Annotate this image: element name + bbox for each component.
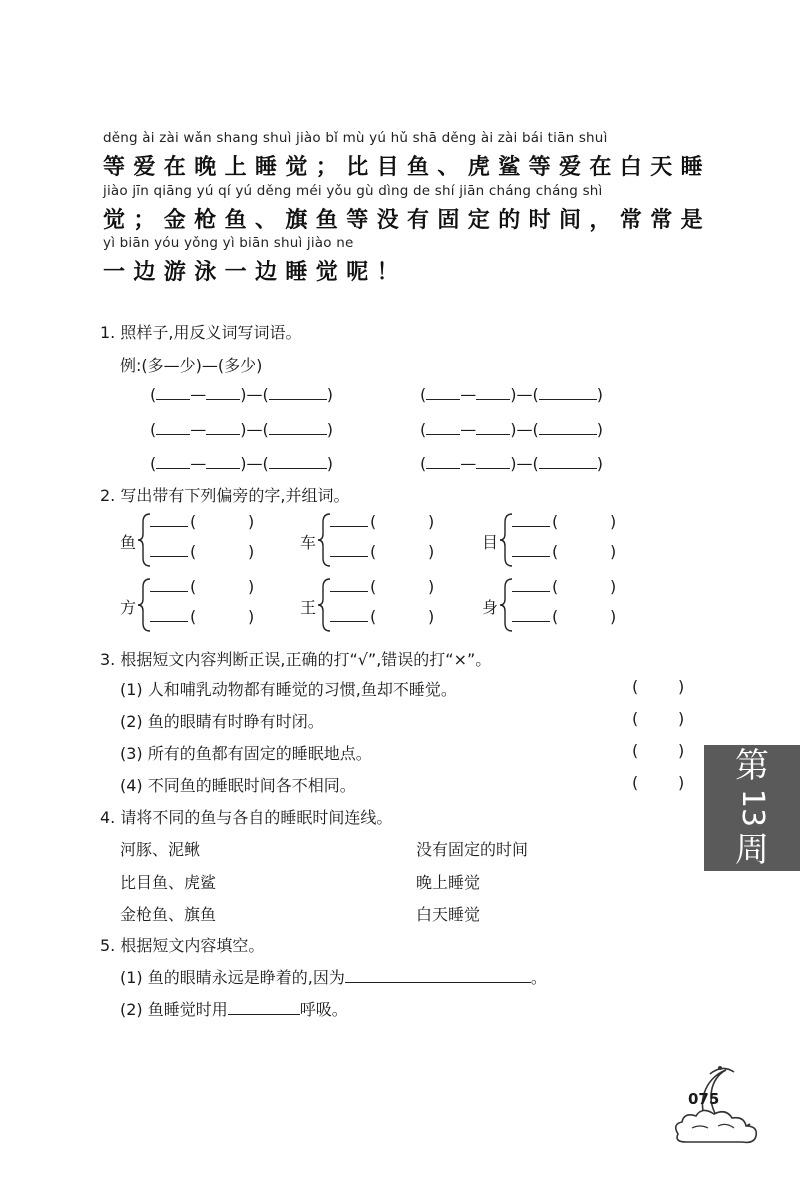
antonym-blank-a[interactable]	[426, 452, 460, 469]
radical-char: 方	[120, 598, 137, 617]
q4-right-1[interactable]: 没有固定的时间	[416, 840, 529, 859]
close-paren: )	[326, 454, 333, 473]
close-paren: )	[326, 385, 333, 404]
radical-char: 王	[300, 598, 317, 617]
dash: —	[246, 454, 263, 473]
brace-icon	[317, 577, 331, 633]
q3-item-3: (3) 所有的鱼都有固定的睡眠地点。	[120, 744, 372, 763]
antonym-blank-b[interactable]	[206, 383, 240, 400]
dash: —	[460, 385, 477, 404]
judge-close-paren-1[interactable]: )	[678, 677, 685, 696]
dash: —	[190, 420, 207, 439]
q4-right-2[interactable]: 晚上睡觉	[416, 873, 481, 892]
brace-icon	[137, 577, 151, 633]
antonym-blank-a[interactable]	[426, 418, 460, 435]
close-paren: )	[610, 542, 617, 561]
radical-group-1	[120, 512, 280, 572]
q3-item-1: (1) 人和哺乳动物都有睡觉的习惯,鱼却不睡觉。	[120, 680, 457, 699]
pinyin-line-3: yì biān yóu yǒng yì biān shuì jiào ne	[103, 235, 354, 251]
radical-char: 目	[482, 533, 499, 552]
close-paren: )	[248, 607, 255, 626]
close-paren: )	[428, 607, 435, 626]
antonym-row-1	[150, 383, 333, 404]
dash: —	[516, 385, 533, 404]
brace-icon	[499, 577, 513, 633]
close-paren: )	[596, 454, 603, 473]
q5-item-2	[120, 997, 348, 1020]
close-paren: )	[510, 454, 517, 473]
q5-title: 5. 根据短文内容填空。	[100, 936, 265, 955]
q1-title: 1. 照样子,用反义词写词语。	[100, 323, 302, 342]
radical-group-6	[482, 577, 642, 637]
judge-close-paren-4[interactable]: )	[678, 773, 685, 792]
char-blank-2[interactable]	[150, 621, 188, 622]
open-paren: (	[150, 420, 157, 439]
open-paren: (	[370, 512, 377, 531]
open-paren: (	[150, 385, 157, 404]
close-paren: )	[428, 512, 435, 531]
antonym-blank-word[interactable]	[269, 452, 327, 469]
close-paren: )	[240, 454, 247, 473]
open-paren: (	[190, 542, 197, 561]
open-paren: (	[190, 607, 197, 626]
open-paren: (	[190, 512, 197, 531]
hanzi-line-3: 一边游泳一边睡觉呢！	[103, 259, 408, 285]
char-blank-1[interactable]	[150, 526, 188, 527]
close-paren: )	[248, 577, 255, 596]
radical-group-5	[300, 577, 460, 637]
close-paren: )	[326, 420, 333, 439]
judge-open-paren-3[interactable]: (	[632, 741, 639, 760]
week-tab-number: 13	[735, 788, 770, 828]
char-blank-2[interactable]	[512, 621, 550, 622]
dash: —	[190, 454, 207, 473]
antonym-row-2	[420, 383, 603, 404]
dash: —	[460, 454, 477, 473]
open-paren: (	[262, 420, 269, 439]
antonym-blank-word[interactable]	[539, 418, 597, 435]
open-paren: (	[532, 385, 539, 404]
open-paren: (	[552, 607, 559, 626]
antonym-row-4	[420, 418, 603, 439]
char-blank-1[interactable]	[512, 591, 550, 592]
open-paren: (	[532, 420, 539, 439]
close-paren: )	[240, 420, 247, 439]
judge-close-paren-3[interactable]: )	[678, 741, 685, 760]
open-paren: (	[262, 385, 269, 404]
close-paren: )	[428, 542, 435, 561]
q3-item-2: (2) 鱼的眼睛有时睁有时闭。	[120, 712, 324, 731]
close-paren: )	[428, 577, 435, 596]
open-paren: (	[262, 454, 269, 473]
antonym-blank-word[interactable]	[269, 418, 327, 435]
q5-item-1-text: (1) 鱼的眼睛永远是睁着的,因为	[120, 968, 345, 987]
open-paren: (	[370, 577, 377, 596]
antonym-row-5	[150, 452, 333, 473]
pinyin-line-1: děng ài zài wǎn shang shuì jiào bǐ mù yú hǔ shā děng ài zài bái tiān shuì	[103, 130, 608, 146]
q4-right-3[interactable]: 白天睡觉	[416, 905, 481, 924]
open-paren: (	[420, 454, 427, 473]
radical-group-3	[482, 512, 642, 572]
open-paren: (	[370, 542, 377, 561]
week-tab-bottom: 周	[735, 830, 769, 870]
open-paren: (	[552, 577, 559, 596]
antonym-blank-b[interactable]	[476, 452, 510, 469]
char-blank-1[interactable]	[512, 526, 550, 527]
hanzi-line-1: 等爱在晚上睡觉；比目鱼、虎鲨等爱在白天睡	[103, 154, 712, 180]
q3-title: 3. 根据短文内容判断正误,正确的打“√”,错误的打“×”。	[100, 650, 492, 669]
close-paren: )	[596, 420, 603, 439]
antonym-blank-word[interactable]	[539, 452, 597, 469]
antonym-blank-a[interactable]	[156, 418, 190, 435]
antonym-blank-word[interactable]	[269, 383, 327, 400]
open-paren: (	[420, 385, 427, 404]
dash: —	[246, 385, 263, 404]
char-blank-1[interactable]	[330, 591, 368, 592]
char-blank-1[interactable]	[330, 526, 368, 527]
char-blank-2[interactable]	[512, 556, 550, 557]
judge-open-paren-1[interactable]: (	[632, 677, 639, 696]
open-paren: (	[150, 454, 157, 473]
close-paren: )	[610, 607, 617, 626]
close-paren: )	[510, 385, 517, 404]
antonym-row-3	[150, 418, 333, 439]
q5-item-2-text: (2) 鱼睡觉时用	[120, 1000, 228, 1019]
judge-close-paren-2[interactable]: )	[678, 709, 685, 728]
antonym-blank-b[interactable]	[476, 418, 510, 435]
char-blank-2[interactable]	[330, 621, 368, 622]
hanzi-line-2: 觉；金枪鱼、旗鱼等没有固定的时间，常常是	[103, 207, 712, 233]
antonym-blank-b[interactable]	[206, 418, 240, 435]
antonym-blank-word[interactable]	[539, 383, 597, 400]
dash: —	[460, 420, 477, 439]
q4-left-3[interactable]: 金枪鱼、旗鱼	[120, 905, 217, 924]
q1-example: 例:(多—少)—(多少)	[120, 356, 263, 375]
close-paren: )	[610, 577, 617, 596]
close-paren: )	[610, 512, 617, 531]
pinyin-line-2: jiào jīn qiāng yú qí yú děng méi yǒu gù dìng de shí jiān cháng cháng shì	[103, 183, 603, 199]
dash: —	[246, 420, 263, 439]
antonym-row-6	[420, 452, 603, 473]
brace-icon	[499, 512, 513, 568]
close-paren: )	[596, 385, 603, 404]
open-paren: (	[420, 420, 427, 439]
close-paren: )	[248, 512, 255, 531]
radical-char: 身	[482, 598, 499, 617]
open-paren: (	[370, 607, 377, 626]
open-paren: (	[552, 542, 559, 561]
dash: —	[516, 420, 533, 439]
q4-left-1[interactable]: 河豚、泥鳅	[120, 840, 201, 859]
q2-title: 2. 写出带有下列偏旁的字,并组词。	[100, 486, 350, 505]
antonym-blank-b[interactable]	[476, 383, 510, 400]
close-paren: )	[240, 385, 247, 404]
q5-item-1	[120, 965, 547, 988]
radical-char: 车	[300, 533, 317, 552]
radical-char: 鱼	[120, 533, 137, 552]
close-paren: )	[248, 542, 255, 561]
judge-open-paren-4[interactable]: (	[632, 773, 639, 792]
radical-group-4	[120, 577, 280, 637]
open-paren: (	[552, 512, 559, 531]
q5-blank-1[interactable]	[345, 966, 531, 983]
close-paren: )	[510, 420, 517, 439]
antonym-blank-a[interactable]	[156, 452, 190, 469]
char-blank-2[interactable]	[150, 556, 188, 557]
antonym-blank-a[interactable]	[156, 383, 190, 400]
judge-open-paren-2[interactable]: (	[632, 709, 639, 728]
q5-blank-2[interactable]	[228, 998, 300, 1015]
q5-item-1-end: 。	[530, 968, 547, 987]
dash: —	[190, 385, 207, 404]
q5-item-2-end: 呼吸。	[299, 1000, 348, 1019]
q4-left-2[interactable]: 比目鱼、虎鲨	[120, 873, 217, 892]
week-tab	[704, 745, 800, 871]
open-paren: (	[532, 454, 539, 473]
antonym-blank-b[interactable]	[206, 452, 240, 469]
week-tab-top: 第	[735, 746, 769, 786]
brace-icon	[137, 512, 151, 568]
char-blank-2[interactable]	[330, 556, 368, 557]
q4-title: 4. 请将不同的鱼与各自的睡眠时间连线。	[100, 808, 393, 827]
page-number: 075	[688, 1090, 720, 1108]
antonym-blank-a[interactable]	[426, 383, 460, 400]
brace-icon	[317, 512, 331, 568]
radical-group-2	[300, 512, 460, 572]
open-paren: (	[190, 577, 197, 596]
q3-item-4: (4) 不同鱼的睡眠时间各不相同。	[120, 776, 356, 795]
dash: —	[516, 454, 533, 473]
char-blank-1[interactable]	[150, 591, 188, 592]
